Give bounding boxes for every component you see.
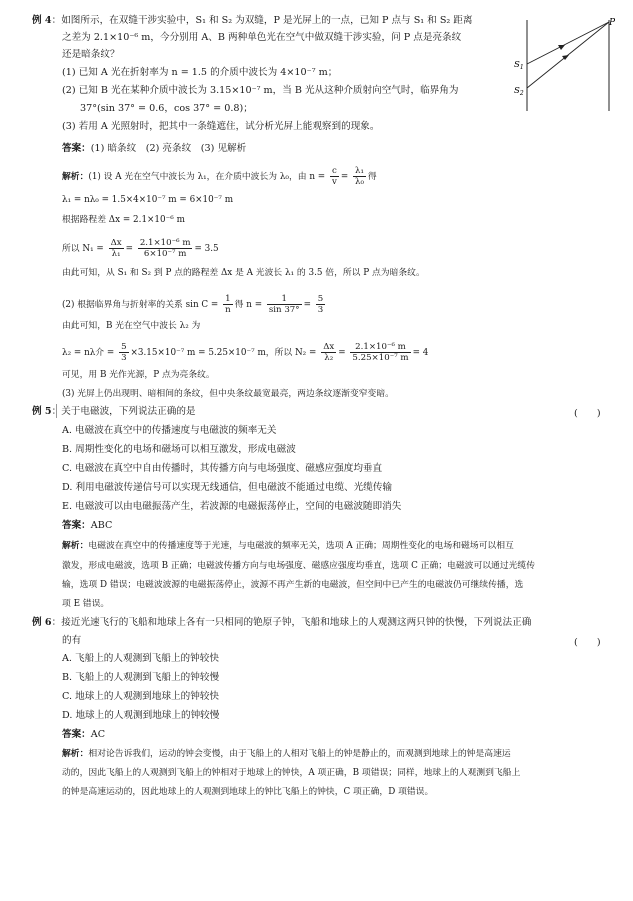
question-2-cont: 37°(sin 37° = 0.6，cos 37° = 0.8)； — [80, 103, 253, 114]
example-5-answer: 答案：ABC — [62, 520, 113, 531]
example-5-solution-3: 输，选项 D 错误；电磁波波源的电磁振荡停止，波源不再产生新的电磁波，但空间中已产生的电磁波仍可继续传播，选 — [62, 580, 524, 590]
slit-s1-label: $S_1$ — [514, 60, 524, 71]
example-5-solution-1: 解析：电磁波在真空中的传播速度等于光速，与电磁波的频率无关，选项 A 正确；周期性变化的电场和磁场可以相互 — [62, 541, 514, 551]
solution-line-7: 由此可知，B 光在空气中波长 λ₂ 为 — [62, 321, 201, 331]
example-4-line-1: 例 4：如图所示，在双缝干涉实验中，S₁ 和 S₂ 为双缝，P 是光屏上的一点，已知 P 点与 S₁ 和 S₂ 距离 — [32, 15, 473, 26]
solution-line-3: 根据路程差 Δx = 2.1×10⁻⁶ m — [62, 215, 185, 225]
example-6-solution-1: 解析：相对论告诉我们，运动的钟会变慢，由于飞船上的人相对飞船上的钟是静止的，而观测到地球上的钟是高速运 — [62, 749, 511, 759]
example-6-solution-3: 的钟是高速运动的，因此地球上的人观测到地球上的钟比飞船上的钟快，C 项正确，D 项错误。 — [62, 787, 434, 797]
option-d: D. 地球上的人观测到地球上的钟较慢 — [62, 710, 220, 721]
example-6-tag: 例 6 — [32, 617, 52, 628]
solution-line-9: 可见，用 B 光作光源，P 点为亮条纹。 — [62, 370, 215, 380]
option-a: A. 电磁波在真空中的传播速度与电磁波的频率无关 — [62, 425, 277, 436]
example-6-question-cont: 的有 — [62, 635, 82, 646]
example-4-line-3: 还是暗条纹？ — [62, 49, 120, 60]
double-slit-figure — [505, 14, 615, 116]
option-a: A. 飞船上的人观测到飞船上的钟较快 — [62, 653, 219, 664]
fraction: $\frac{5}{3}$ — [121, 342, 127, 363]
point-p-label: P — [609, 18, 615, 28]
fraction: $\frac{\text{2.1×10⁻⁶ m}}{\text{6×10⁻⁷ m}}$ — [139, 238, 191, 259]
fraction: $\frac{c}{v}$ — [331, 166, 337, 187]
example-6-solution-2: 动的，因此飞船上的人观测到飞船上的钟相对于地球上的钟快，A 项正确，B 项错误；同样，地球上的人观测到飞船上 — [62, 768, 521, 778]
solution-line-1: 解析：(1) 设 A 光在空气中波长为 λ₁，在介质中波长为 λ₀，由 n = $\frac{c}{v}$ = $\frac{\text{λ₁}}{\text{λ₀}}$ 得 — [62, 166, 377, 187]
option-b: B. 飞船上的人观测到飞船上的钟较慢 — [62, 672, 220, 683]
solution-line-4: 所以 N₁ = $\frac{\Delta x}{\text{λ₁}}$ = $\frac{\text{2.1×10⁻⁶ m}}{\text{6×10⁻⁷ m}}$ = 3.5 — [62, 238, 219, 259]
example-4-answer: 答案：(1) 暗条纹 (2) 亮条纹 (3) 见解析 — [62, 143, 247, 154]
fraction: $\frac{1}{\sin 37^\circ}$ — [268, 294, 300, 315]
slit-s2-label: $S_2$ — [514, 86, 524, 97]
question-3: (3) 若用 A 光照射时，把其中一条缝遮住，试分析光屏上能观察到的现象。 — [62, 121, 380, 132]
option-b: B. 周期性变化的电场和磁场可以相互激发，形成电磁波 — [62, 444, 296, 455]
example-4-line-2: 之差为 2.1×10⁻⁶ m，今分别用 A、B 两种单色光在空气中做双缝干涉实验，问 P 点是亮条纹 — [62, 32, 462, 43]
option-e: E. 电磁波可以由电磁振荡产生，若波源的电磁振荡停止，空间的电磁波随即消失 — [62, 501, 402, 512]
example-5-solution-4: 项 E 错误。 — [62, 599, 110, 609]
solution-line-5: 由此可知，从 S₁ 和 S₂ 到 P 点的路程差 Δx 是 A 光波长 λ₁ 的 3.5 倍，所以 P 点为暗条纹。 — [62, 268, 425, 278]
answer-blank: ( ) — [574, 408, 601, 419]
answer-blank: ( ) — [574, 637, 601, 648]
solution-line-2: λ₁ = nλ₀ = 1.5×4×10⁻⁷ m = 6×10⁻⁷ m — [62, 195, 234, 205]
option-d: D. 利用电磁波传递信号可以实现无线通信，但电磁波不能通过电缆、光缆传输 — [62, 482, 393, 493]
example-4-tag: 例 4 — [32, 15, 52, 26]
example-6-answer: 答案：AC — [62, 729, 106, 740]
example-5-solution-2: 激发，形成电磁波，选项 B 正确；电磁波传播方向与电场强度、磁感应强度均垂直，选项 C 正确；电磁波可以通过光缆传 — [62, 561, 536, 571]
fraction: $\frac{1}{n}$ — [225, 294, 231, 315]
fraction: $\frac{\text{2.1×10⁻⁶ m}}{\text{5.25×10⁻⁷ m}}$ — [352, 342, 409, 363]
fraction: $\frac{\Delta x}{\text{λ₂}}$ — [323, 342, 335, 363]
fraction: $\frac{5}{3}$ — [317, 294, 324, 315]
option-c: C. 地球上的人观测到地球上的钟较快 — [62, 691, 220, 702]
example-5-question: 例 5：关于电磁波，下列说法正确的是 — [32, 406, 196, 417]
option-c: C. 电磁波在真空中自由传播时，其传播方向与电场强度、磁感应强度均垂直 — [62, 463, 383, 474]
example-5-tag: 例 5 — [32, 406, 52, 417]
solution-line-8: λ₂ = nλ介 = $\frac{5}{3}$ ×3.15×10⁻⁷ m = 5.25×10⁻⁷ m，所以 N₂ = $\frac{\Delta x}{\text{λ₂}}$ = $\frac{\text{2.1×10⁻⁶ m}}{\text{5.25×10⁻⁷ m}}$ = 4 — [62, 342, 429, 363]
solution-line-10: (3) 光屏上仍出现明、暗相间的条纹，但中央条纹最宽最亮，两边条纹逐渐变窄变暗。 — [62, 389, 394, 399]
example-6-question: 例 6：接近光速飞行的飞船和地球上各有一只相同的铯原子钟，飞船和地球上的人观测这两只钟的快慢，下列说法正确 — [32, 617, 532, 628]
fraction: $\frac{\Delta x}{\text{λ₁}}$ — [110, 238, 122, 259]
solution-line-6: (2) 根据临界角与折射率的关系 sin C = $\frac{1}{n}$ 得 n = $\frac{1}{\sin 37^\circ}$ = $\frac{5}{3}$ — [62, 294, 324, 315]
fraction: $\frac{\text{λ₁}}{\text{λ₀}}$ — [355, 166, 364, 187]
question-2: (2) 已知 B 光在某种介质中波长为 3.15×10⁻⁷ m，当 B 光从这种介质射向空气时，临界角为 — [62, 85, 459, 96]
question-1: (1) 已知 A 光在折射率为 n = 1.5 的介质中波长为 4×10⁻⁷ m； — [62, 67, 338, 78]
